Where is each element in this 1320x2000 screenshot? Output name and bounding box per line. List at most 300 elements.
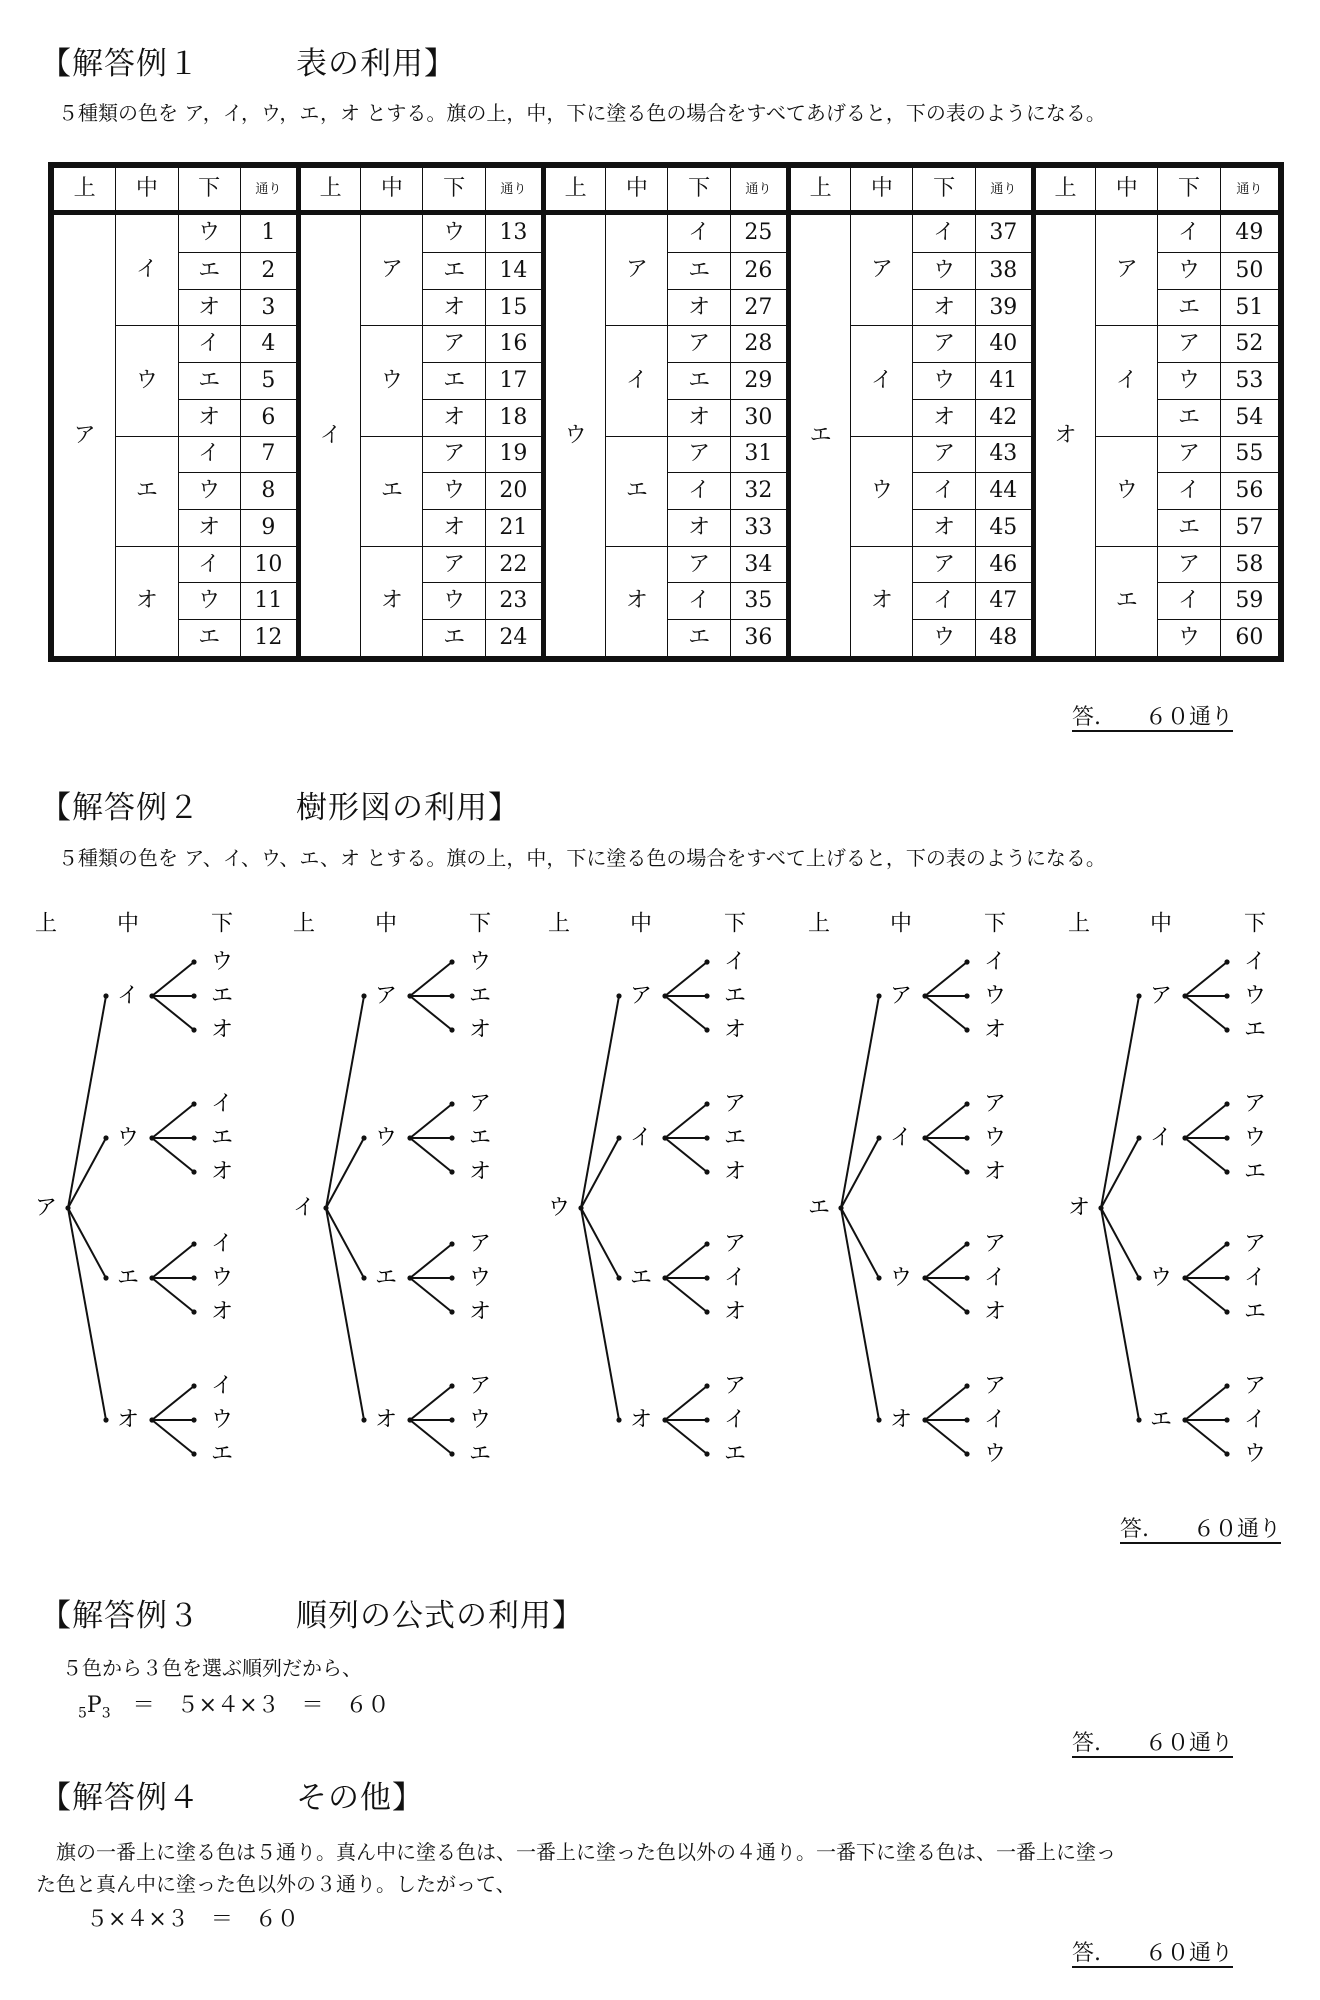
tree-node-dot bbox=[964, 1241, 969, 1246]
tree-branch bbox=[152, 1278, 194, 1312]
tree-branch bbox=[841, 1208, 879, 1420]
section4-formula: ５×４×３ ＝ ６０ bbox=[86, 1907, 299, 1932]
count-cell: 44 bbox=[975, 473, 1033, 510]
count-cell: 10 bbox=[240, 546, 298, 583]
bottom-color-cell: イ bbox=[913, 583, 975, 620]
count-cell: 32 bbox=[730, 473, 788, 510]
tree-node-dot bbox=[191, 1417, 196, 1422]
tree-branch bbox=[152, 1386, 194, 1420]
tree-node-dot bbox=[1224, 959, 1229, 964]
tree-bottom-label: ア bbox=[983, 1231, 1007, 1257]
tree-bottom-label: オ bbox=[723, 1159, 747, 1185]
section4-answer: 答. ６０通り bbox=[1072, 1941, 1233, 1966]
tree-middle-label: エ bbox=[629, 1265, 653, 1291]
bottom-color-cell: ウ bbox=[1158, 620, 1220, 657]
header-cell: 下 bbox=[1158, 168, 1220, 213]
bottom-color-cell: ウ bbox=[178, 473, 240, 510]
formula-sub-r: 3 bbox=[101, 1705, 111, 1722]
level-label-top: 上 bbox=[34, 911, 58, 937]
bottom-color-cell: オ bbox=[913, 289, 975, 326]
count-cell: 19 bbox=[485, 436, 543, 473]
section4-line2: た色と真ん中に塗った色以外の３通り。したがって、 bbox=[36, 1872, 516, 1896]
bottom-color-cell: イ bbox=[668, 473, 730, 510]
tree-bottom-label: ア bbox=[468, 1091, 492, 1117]
tree-node-dot bbox=[1136, 1417, 1141, 1422]
tree-bottom-label: イ bbox=[983, 1407, 1007, 1433]
tree-node-dot bbox=[876, 1275, 881, 1280]
tree-bottom-label: ウ bbox=[468, 1407, 492, 1433]
tree-bottom-label: エ bbox=[210, 1441, 234, 1467]
middle-color-cell: ア bbox=[606, 213, 668, 326]
top-color-cell: エ bbox=[788, 213, 850, 657]
tree-middle-label: オ bbox=[374, 1407, 398, 1433]
bottom-color-cell: エ bbox=[178, 620, 240, 657]
tree-middle-label: ア bbox=[889, 983, 913, 1009]
middle-color-cell: ウ bbox=[851, 436, 913, 546]
tree-bottom-label: オ bbox=[210, 1299, 234, 1325]
tree-node-dot bbox=[704, 1451, 709, 1456]
tree-branch bbox=[152, 1420, 194, 1454]
tree-branch bbox=[1185, 962, 1227, 996]
tree-bottom-label: ア bbox=[468, 1373, 492, 1399]
bottom-color-cell: オ bbox=[668, 399, 730, 436]
tree-bottom-label: イ bbox=[1243, 949, 1267, 975]
tree-node-dot bbox=[1224, 1383, 1229, 1388]
count-cell: 33 bbox=[730, 509, 788, 546]
tree-bottom-label: イ bbox=[210, 1373, 234, 1399]
count-cell: 52 bbox=[1220, 326, 1278, 363]
bottom-color-cell: エ bbox=[668, 620, 730, 657]
header-cell: 通り bbox=[975, 168, 1033, 213]
tree-node-dot bbox=[964, 1101, 969, 1106]
tree-middle-label: イ bbox=[629, 1125, 653, 1151]
bottom-color-cell: エ bbox=[1158, 289, 1220, 326]
formula-rest: ＝ ５×４×３ ＝ ６０ bbox=[110, 1693, 390, 1718]
bottom-color-cell: エ bbox=[1158, 399, 1220, 436]
tree-branch bbox=[410, 962, 452, 996]
tree-bottom-label: オ bbox=[723, 1299, 747, 1325]
middle-color-cell: イ bbox=[606, 326, 668, 436]
tree-bottom-label: ア bbox=[983, 1373, 1007, 1399]
tree-node-dot bbox=[704, 1383, 709, 1388]
middle-color-cell: ア bbox=[851, 213, 913, 326]
tree-middle-label: オ bbox=[889, 1407, 913, 1433]
table-row bbox=[54, 326, 1279, 363]
count-cell: 51 bbox=[1220, 289, 1278, 326]
level-label-bottom: 下 bbox=[983, 911, 1007, 937]
level-label-middle: 中 bbox=[116, 911, 140, 937]
bottom-color-cell: ウ bbox=[178, 583, 240, 620]
header-cell: 中 bbox=[606, 168, 668, 213]
tree-bottom-label: イ bbox=[723, 1265, 747, 1291]
tree-node-dot bbox=[449, 1101, 454, 1106]
tree-node-dot bbox=[1224, 993, 1229, 998]
header-cell: 下 bbox=[178, 168, 240, 213]
bottom-color-cell: オ bbox=[423, 509, 485, 546]
tree-node-dot bbox=[1136, 1135, 1141, 1140]
tree-middle-label: イ bbox=[1149, 1125, 1173, 1151]
header-cell: 上 bbox=[543, 168, 605, 213]
tree-middle-label: ウ bbox=[889, 1265, 913, 1291]
permutation-formula bbox=[78, 1688, 390, 1721]
bottom-color-cell: ウ bbox=[913, 252, 975, 289]
count-cell: 21 bbox=[485, 509, 543, 546]
count-cell: 42 bbox=[975, 399, 1033, 436]
tree-node-dot bbox=[616, 1417, 621, 1422]
tree-bottom-label: ウ bbox=[468, 1265, 492, 1291]
section2-answer: 答. ６０通り bbox=[1120, 1517, 1281, 1542]
top-color-cell: ウ bbox=[543, 213, 605, 657]
section3-line1: ５色から３色を選ぶ順列だから、 bbox=[62, 1656, 362, 1680]
tree-node-dot bbox=[103, 993, 108, 998]
tree-bottom-label: エ bbox=[1243, 1299, 1267, 1325]
tree-node-dot bbox=[191, 1169, 196, 1174]
middle-color-cell: イ bbox=[851, 326, 913, 436]
section3-title: 【解答例３ 順列の公式の利用】 bbox=[40, 1598, 584, 1634]
tree-bottom-label: ウ bbox=[1243, 1125, 1267, 1151]
level-label-middle: 中 bbox=[629, 911, 653, 937]
tree-branch bbox=[1185, 1386, 1227, 1420]
tree-branch bbox=[1185, 1104, 1227, 1138]
tree-middle-label: イ bbox=[889, 1125, 913, 1151]
tree-branch bbox=[410, 1104, 452, 1138]
bottom-color-cell: エ bbox=[423, 363, 485, 400]
tree-branch bbox=[665, 1244, 707, 1278]
section2-title: 【解答例２ 樹形図の利用】 bbox=[40, 790, 520, 826]
tree-node-dot bbox=[964, 1417, 969, 1422]
enumeration-table bbox=[48, 162, 1284, 662]
formula-sub-n: 5 bbox=[78, 1705, 87, 1722]
count-cell: 47 bbox=[975, 583, 1033, 620]
tree-branch bbox=[925, 1104, 967, 1138]
tree-bottom-label: ウ bbox=[210, 1407, 234, 1433]
count-cell: 36 bbox=[730, 620, 788, 657]
level-label-middle: 中 bbox=[1149, 911, 1173, 937]
top-color-cell: イ bbox=[298, 213, 360, 657]
count-cell: 24 bbox=[485, 620, 543, 657]
table-row bbox=[54, 546, 1279, 583]
count-cell: 54 bbox=[1220, 399, 1278, 436]
level-label-top: 上 bbox=[1067, 911, 1091, 937]
tree-branch bbox=[665, 962, 707, 996]
level-label-middle: 中 bbox=[889, 911, 913, 937]
tree-middle-label: イ bbox=[116, 983, 140, 1009]
tree-bottom-label: エ bbox=[468, 983, 492, 1009]
bottom-color-cell: ウ bbox=[423, 473, 485, 510]
tree-node-dot bbox=[191, 1027, 196, 1032]
tree-bottom-label: ウ bbox=[983, 1125, 1007, 1151]
bottom-color-cell: エ bbox=[423, 252, 485, 289]
tree-branch bbox=[925, 996, 967, 1030]
tree-node-dot bbox=[964, 1169, 969, 1174]
tree-node-dot bbox=[704, 1101, 709, 1106]
tree-middle-label: エ bbox=[374, 1265, 398, 1291]
tree-bottom-label: ウ bbox=[983, 983, 1007, 1009]
tree-branch bbox=[1185, 996, 1227, 1030]
tree-root-label: ウ bbox=[547, 1195, 571, 1221]
tree-node-dot bbox=[449, 959, 454, 964]
tree-node-dot bbox=[704, 1417, 709, 1422]
tree-branch bbox=[665, 1386, 707, 1420]
tree-middle-label: エ bbox=[116, 1265, 140, 1291]
count-cell: 9 bbox=[240, 509, 298, 546]
tree-node-dot bbox=[449, 1169, 454, 1174]
header-cell: 下 bbox=[423, 168, 485, 213]
level-label-middle: 中 bbox=[374, 911, 398, 937]
tree-root-label: オ bbox=[1067, 1195, 1091, 1221]
level-label-bottom: 下 bbox=[1243, 911, 1267, 937]
tree-node-dot bbox=[191, 1241, 196, 1246]
tree-node-dot bbox=[449, 1135, 454, 1140]
tree-bottom-label: イ bbox=[983, 949, 1007, 975]
count-cell: 29 bbox=[730, 363, 788, 400]
middle-color-cell: イ bbox=[116, 213, 178, 326]
tree-node-dot bbox=[191, 1383, 196, 1388]
bottom-color-cell: オ bbox=[423, 399, 485, 436]
section1-intro: ５種類の色を ア，イ，ウ，エ，オ とする。旗の上，中，下に塗る色の場合をすべてあげると，下の表のようになる。 bbox=[58, 101, 1106, 125]
level-label-bottom: 下 bbox=[723, 911, 747, 937]
tree-bottom-label: ウ bbox=[210, 1265, 234, 1291]
tree-node-dot bbox=[704, 1241, 709, 1246]
tree-branch bbox=[1185, 1420, 1227, 1454]
tree-branch bbox=[665, 1104, 707, 1138]
tree-node-dot bbox=[1136, 1275, 1141, 1280]
tree-bottom-label: エ bbox=[210, 1125, 234, 1151]
tree-branch bbox=[925, 962, 967, 996]
level-label-bottom: 下 bbox=[468, 911, 492, 937]
count-cell: 8 bbox=[240, 473, 298, 510]
header-cell: 中 bbox=[116, 168, 178, 213]
tree-bottom-label: オ bbox=[723, 1017, 747, 1043]
tree-node-dot bbox=[876, 1417, 881, 1422]
tree-bottom-label: オ bbox=[210, 1159, 234, 1185]
tree-branch bbox=[925, 1138, 967, 1172]
bottom-color-cell: イ bbox=[913, 473, 975, 510]
middle-color-cell: エ bbox=[1096, 546, 1158, 656]
tree-bottom-label: イ bbox=[210, 1231, 234, 1257]
tree-node-dot bbox=[964, 1027, 969, 1032]
tree-bottom-label: ウ bbox=[210, 949, 234, 975]
tree-middle-label: ア bbox=[629, 983, 653, 1009]
middle-color-cell: ウ bbox=[1096, 436, 1158, 546]
tree-bottom-label: ア bbox=[723, 1231, 747, 1257]
tree-node-dot bbox=[964, 1275, 969, 1280]
bottom-color-cell: エ bbox=[423, 620, 485, 657]
tree-bottom-label: ア bbox=[983, 1091, 1007, 1117]
bottom-color-cell: ア bbox=[423, 326, 485, 363]
tree-bottom-label: エ bbox=[210, 983, 234, 1009]
bottom-color-cell: イ bbox=[178, 326, 240, 363]
tree-bottom-label: ウ bbox=[1243, 1441, 1267, 1467]
table-row bbox=[54, 213, 1279, 253]
bottom-color-cell: ウ bbox=[423, 583, 485, 620]
tree-branch bbox=[152, 1138, 194, 1172]
bottom-color-cell: イ bbox=[668, 583, 730, 620]
bottom-color-cell: オ bbox=[178, 399, 240, 436]
middle-color-cell: ウ bbox=[116, 326, 178, 436]
tree-middle-label: ア bbox=[1149, 983, 1173, 1009]
middle-color-cell: イ bbox=[1096, 326, 1158, 436]
tree-node-dot bbox=[449, 1309, 454, 1314]
bottom-color-cell: ウ bbox=[913, 620, 975, 657]
bottom-color-cell: エ bbox=[668, 252, 730, 289]
bottom-color-cell: オ bbox=[178, 509, 240, 546]
tree-branch bbox=[410, 1138, 452, 1172]
count-cell: 23 bbox=[485, 583, 543, 620]
tree-node-dot bbox=[449, 993, 454, 998]
header-cell: 中 bbox=[851, 168, 913, 213]
bottom-color-cell: ウ bbox=[1158, 252, 1220, 289]
bottom-color-cell: ウ bbox=[1158, 363, 1220, 400]
tree-branch bbox=[841, 996, 879, 1208]
bottom-color-cell: オ bbox=[913, 509, 975, 546]
tree-node-dot bbox=[449, 1451, 454, 1456]
tree-bottom-label: イ bbox=[983, 1265, 1007, 1291]
tree-node-dot bbox=[1224, 1169, 1229, 1174]
top-color-cell: ア bbox=[54, 213, 116, 657]
tree-bottom-label: ウ bbox=[468, 949, 492, 975]
bottom-color-cell: オ bbox=[423, 289, 485, 326]
formula-p: P bbox=[86, 1693, 102, 1718]
header-cell: 下 bbox=[913, 168, 975, 213]
count-cell: 34 bbox=[730, 546, 788, 583]
tree-bottom-label: エ bbox=[1243, 1017, 1267, 1043]
bottom-color-cell: エ bbox=[178, 363, 240, 400]
tree-branch bbox=[152, 962, 194, 996]
tree-node-dot bbox=[191, 1101, 196, 1106]
count-cell: 7 bbox=[240, 436, 298, 473]
tree-node-dot bbox=[876, 1135, 881, 1140]
middle-color-cell: オ bbox=[606, 546, 668, 656]
section1-answer: 答. ６０通り bbox=[1072, 705, 1233, 730]
bottom-color-cell: オ bbox=[668, 289, 730, 326]
tree-bottom-label: エ bbox=[723, 983, 747, 1009]
tree-node-dot bbox=[1224, 1027, 1229, 1032]
tree-branch bbox=[1185, 1244, 1227, 1278]
section3-answer: 答. ６０通り bbox=[1072, 1731, 1233, 1756]
header-cell: 下 bbox=[668, 168, 730, 213]
tree-diagrams bbox=[0, 900, 1320, 1480]
tree-bottom-label: オ bbox=[468, 1017, 492, 1043]
count-cell: 38 bbox=[975, 252, 1033, 289]
count-cell: 6 bbox=[240, 399, 298, 436]
tree-node-dot bbox=[449, 1027, 454, 1032]
tree-bottom-label: エ bbox=[723, 1441, 747, 1467]
tree-bottom-label: オ bbox=[210, 1017, 234, 1043]
bottom-color-cell: ウ bbox=[178, 213, 240, 253]
tree-node-dot bbox=[449, 1241, 454, 1246]
bottom-color-cell: ア bbox=[913, 326, 975, 363]
count-cell: 28 bbox=[730, 326, 788, 363]
tree-branch bbox=[410, 996, 452, 1030]
tree-node-dot bbox=[704, 1309, 709, 1314]
middle-color-cell: オ bbox=[851, 546, 913, 656]
tree-branch bbox=[925, 1386, 967, 1420]
tree-root-label: イ bbox=[292, 1195, 316, 1221]
tree-middle-label: エ bbox=[1149, 1407, 1173, 1433]
tree-node-dot bbox=[449, 1417, 454, 1422]
tree-node-dot bbox=[1136, 993, 1141, 998]
bottom-color-cell: イ bbox=[668, 213, 730, 253]
tree-node-dot bbox=[449, 1383, 454, 1388]
tree-branch bbox=[665, 996, 707, 1030]
bottom-color-cell: ウ bbox=[913, 363, 975, 400]
count-cell: 57 bbox=[1220, 509, 1278, 546]
bottom-color-cell: オ bbox=[668, 509, 730, 546]
count-cell: 30 bbox=[730, 399, 788, 436]
enumeration-grid bbox=[53, 167, 1279, 657]
header-cell: 通り bbox=[730, 168, 788, 213]
bottom-color-cell: ア bbox=[1158, 436, 1220, 473]
middle-color-cell: エ bbox=[116, 436, 178, 546]
count-cell: 16 bbox=[485, 326, 543, 363]
header-cell: 上 bbox=[54, 168, 116, 213]
count-cell: 15 bbox=[485, 289, 543, 326]
count-cell: 11 bbox=[240, 583, 298, 620]
tree-middle-label: ア bbox=[374, 983, 398, 1009]
tree-middle-label: オ bbox=[116, 1407, 140, 1433]
tree-node-dot bbox=[103, 1135, 108, 1140]
tree-node-dot bbox=[964, 1451, 969, 1456]
header-cell: 通り bbox=[485, 168, 543, 213]
count-cell: 20 bbox=[485, 473, 543, 510]
tree-node-dot bbox=[361, 1417, 366, 1422]
tree-node-dot bbox=[103, 1275, 108, 1280]
bottom-color-cell: ア bbox=[423, 436, 485, 473]
bottom-color-cell: イ bbox=[1158, 583, 1220, 620]
tree-node-dot bbox=[449, 1275, 454, 1280]
middle-color-cell: ア bbox=[361, 213, 423, 326]
header-cell: 中 bbox=[361, 168, 423, 213]
tree-branch bbox=[152, 1104, 194, 1138]
tree-node-dot bbox=[1224, 1101, 1229, 1106]
tree-branch bbox=[581, 996, 619, 1208]
bottom-color-cell: ア bbox=[668, 326, 730, 363]
count-cell: 22 bbox=[485, 546, 543, 583]
bottom-color-cell: エ bbox=[668, 363, 730, 400]
tree-branch bbox=[925, 1278, 967, 1312]
tree-node-dot bbox=[361, 993, 366, 998]
tree-node-dot bbox=[1224, 1241, 1229, 1246]
tree-bottom-label: エ bbox=[1243, 1159, 1267, 1185]
tree-root-label: エ bbox=[807, 1195, 831, 1221]
count-cell: 14 bbox=[485, 252, 543, 289]
tree-bottom-label: ウ bbox=[983, 1441, 1007, 1467]
tree-bottom-label: オ bbox=[983, 1159, 1007, 1185]
count-cell: 43 bbox=[975, 436, 1033, 473]
tree-node-dot bbox=[704, 959, 709, 964]
bottom-color-cell: ア bbox=[913, 546, 975, 583]
tree-bottom-label: エ bbox=[723, 1125, 747, 1151]
count-cell: 25 bbox=[730, 213, 788, 253]
tree-bottom-label: エ bbox=[468, 1125, 492, 1151]
tree-bottom-label: イ bbox=[210, 1091, 234, 1117]
tree-bottom-label: ウ bbox=[1243, 983, 1267, 1009]
middle-color-cell: オ bbox=[116, 546, 178, 656]
tree-node-dot bbox=[361, 1135, 366, 1140]
tree-branch bbox=[152, 996, 194, 1030]
count-cell: 53 bbox=[1220, 363, 1278, 400]
tree-bottom-label: オ bbox=[468, 1299, 492, 1325]
count-cell: 50 bbox=[1220, 252, 1278, 289]
count-cell: 46 bbox=[975, 546, 1033, 583]
tree-node-dot bbox=[704, 1169, 709, 1174]
count-cell: 39 bbox=[975, 289, 1033, 326]
tree-branch bbox=[68, 1208, 106, 1420]
bottom-color-cell: イ bbox=[1158, 213, 1220, 253]
level-label-top: 上 bbox=[292, 911, 316, 937]
count-cell: 12 bbox=[240, 620, 298, 657]
